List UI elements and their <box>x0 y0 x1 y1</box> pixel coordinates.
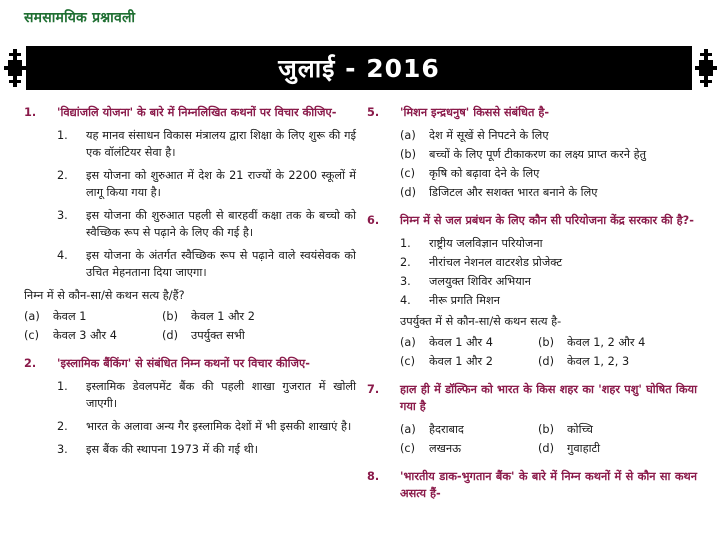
options-grid <box>24 308 356 344</box>
option-b: (b) केवल 1, 2 और 4 <box>538 336 646 349</box>
statement: 2. नीरांचल नेशनल वाटरशेड प्रोजेक्ट <box>400 256 563 269</box>
question-prompt: उपर्युक्त में से कौन-सा/से कथन सत्य है- <box>400 315 562 328</box>
option-d: (d) केवल 1, 2, 3 <box>538 355 630 368</box>
left-column <box>24 104 356 464</box>
statement-text: इस बैंक की स्थापना 1973 में की गई थी। <box>86 443 259 456</box>
question-5 <box>367 104 697 121</box>
question-number: 5. <box>367 106 380 119</box>
question-number: 1. <box>24 106 37 119</box>
statement <box>57 167 356 201</box>
statement <box>57 127 356 161</box>
banner-ornament-left-icon <box>4 47 26 89</box>
question-text: निम्न में से जल प्रबंधन के लिए कौन सी परियोजना केंद्र सरकार की है?- <box>400 214 694 227</box>
statement-number: 1. <box>57 129 68 142</box>
question-text: हाल ही में डॉल्फिन को भारत के किस शहर का 'शहर पशु' घोषित किया गया है <box>400 383 697 413</box>
options-grid <box>400 421 697 457</box>
question-1 <box>24 104 356 121</box>
option-a: (a) हैदराबाद <box>400 423 464 436</box>
option-a: (a) केवल 1 <box>24 310 87 323</box>
statement: 3. जलयुक्त शिविर अभियान <box>400 275 531 288</box>
statement-text: भारत के अलावा अन्य गैर इस्लामिक देशों में भी इसकी शाखाएं है। <box>86 420 352 433</box>
statement <box>57 418 356 435</box>
statement <box>57 247 356 281</box>
option-c: (c) लखनऊ <box>400 442 462 455</box>
question-7 <box>367 381 697 415</box>
question-text: 'भारतीय डाक-भुगतान बैंक' के बारे में निम्न कथनों में से कौन सा कथन असत्य हैं- <box>400 470 697 500</box>
statement <box>57 207 356 241</box>
statement-number: 3. <box>57 443 68 456</box>
options-list <box>400 127 697 201</box>
question-prompt: निम्न में से कौन-सा/से कथन सत्य है/हैं? <box>24 289 185 302</box>
statement <box>57 378 356 412</box>
statement-text: इस्लामिक डेवलपमेंट बैंक की पहली शाखा गुजरात में खोली जाएगी। <box>86 380 356 410</box>
statement-number: 3. <box>57 209 68 222</box>
banner-title: जुलाई - 2016 <box>278 54 440 83</box>
statement-text: इस योजना की शुरुआत पहली से बारहवीं कक्षा तक के बच्चो को स्वैच्छिक रूप से पढ़ाने के लिए की गई है। <box>86 209 356 239</box>
option-d: (d) गुवाहाटी <box>538 442 601 455</box>
question-text: 'विद्यांजलि योजना' के बारे में निम्नलिखित कथनों पर विचार कीजिए- <box>57 106 337 119</box>
section-title: समसामयिक प्रश्नावली <box>24 10 136 26</box>
banner-ornament-right-icon <box>695 47 717 89</box>
question-text: 'इस्लामिक बैंकिंग' से संबंधित निम्न कथनों पर विचार कीजिए- <box>57 357 310 370</box>
statement: 4. नीरू प्रगति मिशन <box>400 294 500 307</box>
question-8 <box>367 468 697 502</box>
option-d: (d) डिजिटल और सशक्त भारत बनाने के लिए <box>400 186 598 199</box>
statement-number: 4. <box>57 249 68 262</box>
option-c: (c) केवल 3 और 4 <box>24 329 117 342</box>
statement-text: इस योजना के अंतर्गत स्वैच्छिक रूप से पढ़ाने वाले स्वयंसेवक को उचित मेहनताना दिया जाएगा। <box>86 249 356 279</box>
statement-text: इस योजना को शुरुआत में देश के 21 राज्यों के 2200 स्कूलों में लागू किया गया है। <box>86 169 356 199</box>
question-number: 7. <box>367 383 380 396</box>
option-c: (c) कृषि को बढ़ावा देने के लिए <box>400 167 540 180</box>
statement <box>57 441 356 458</box>
option-a: (a) केवल 1 और 4 <box>400 336 493 349</box>
statement-number: 2. <box>57 420 68 433</box>
option-b: (b) कोच्चि <box>538 423 593 436</box>
statement-number: 2. <box>57 169 68 182</box>
question-6 <box>367 212 697 229</box>
option-b: (b) केवल 1 और 2 <box>162 310 255 323</box>
question-2 <box>24 355 356 372</box>
question-text: 'मिशन इन्द्रधनुष' किससे संबंधित है- <box>400 106 550 119</box>
options-grid <box>400 334 697 370</box>
question-number: 8. <box>367 470 380 483</box>
option-d: (d) उपर्युक्त सभी <box>162 329 245 342</box>
option-a: (a) देश में सूखें से निपटने के लिए <box>400 129 549 142</box>
right-column <box>367 104 697 508</box>
statement-number: 1. <box>57 380 68 393</box>
option-b: (b) बच्चों के लिए पूर्ण टीकाकरण का लक्ष्य प्राप्त करने हेतु <box>400 148 647 161</box>
statement-text: यह मानव संसाधन विकास मंत्रालय द्वारा शिक्षा के लिए शुरू की गई एक वॉलंटियर सेवा है। <box>86 129 356 159</box>
option-c: (c) केवल 1 और 2 <box>400 355 493 368</box>
question-number: 6. <box>367 214 380 227</box>
question-number: 2. <box>24 357 37 370</box>
month-banner <box>26 46 692 90</box>
statement: 1. राष्ट्रीय जलविज्ञान परियोजना <box>400 237 543 250</box>
